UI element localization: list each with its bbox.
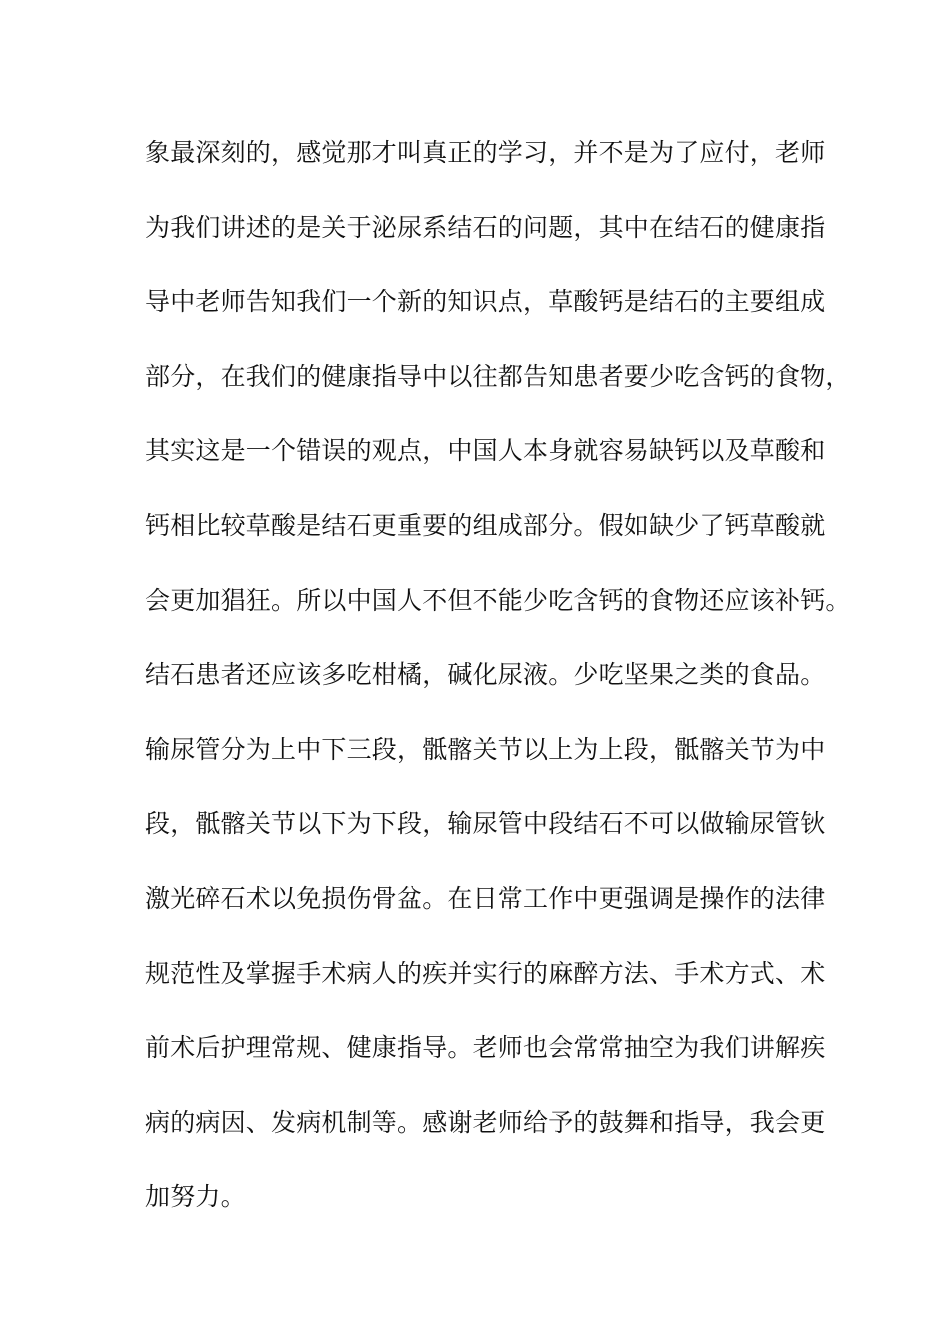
- text-line: 部分，在我们的健康指导中以往都告知患者要少吃含钙的食物，: [145, 361, 851, 391]
- text-line: 象最深刻的，感觉那才叫真正的学习，并不是为了应付，老师: [145, 138, 826, 167]
- body-paragraph: [145, 133, 851, 1252]
- text-line: 激光碎石术以免损伤骨盆。在日常工作中更强调是操作的法律: [145, 883, 826, 913]
- text-line: 加努力。: [145, 1182, 246, 1212]
- text-line: 为我们讲述的是关于泌尿系结石的问题，其中在结石的健康指: [145, 212, 826, 242]
- text-line: 病的病因、发病机制等。感谢老师给予的鼓舞和指导，我会更: [145, 1107, 826, 1137]
- text-line: 其实这是一个错误的观点，中国人本身就容易缺钙以及草酸和: [145, 436, 826, 466]
- text-line: 导中老师告知我们一个新的知识点，草酸钙是结石的主要组成: [145, 287, 826, 317]
- text-line: 规范性及掌握手术病人的疾并实行的麻醉方法、手术方式、术: [145, 958, 826, 988]
- text-line: 输尿管分为上中下三段，骶髂关节以上为上段，骶髂关节为中: [145, 734, 826, 764]
- text-line: 前术后护理常规、健康指导。老师也会常常抽空为我们讲解疾: [145, 1033, 826, 1063]
- text-line: 会更加猖狂。所以中国人不但不能少吃含钙的食物还应该补钙。: [145, 585, 851, 615]
- text-line: 结石患者还应该多吃柑橘，碱化尿液。少吃坚果之类的食品。: [145, 660, 826, 690]
- text-line: 段，骶髂关节以下为下段，输尿管中段结石不可以做输尿管钬: [145, 809, 826, 839]
- text-line: 钙相比较草酸是结石更重要的组成部分。假如缺少了钙草酸就: [145, 510, 826, 540]
